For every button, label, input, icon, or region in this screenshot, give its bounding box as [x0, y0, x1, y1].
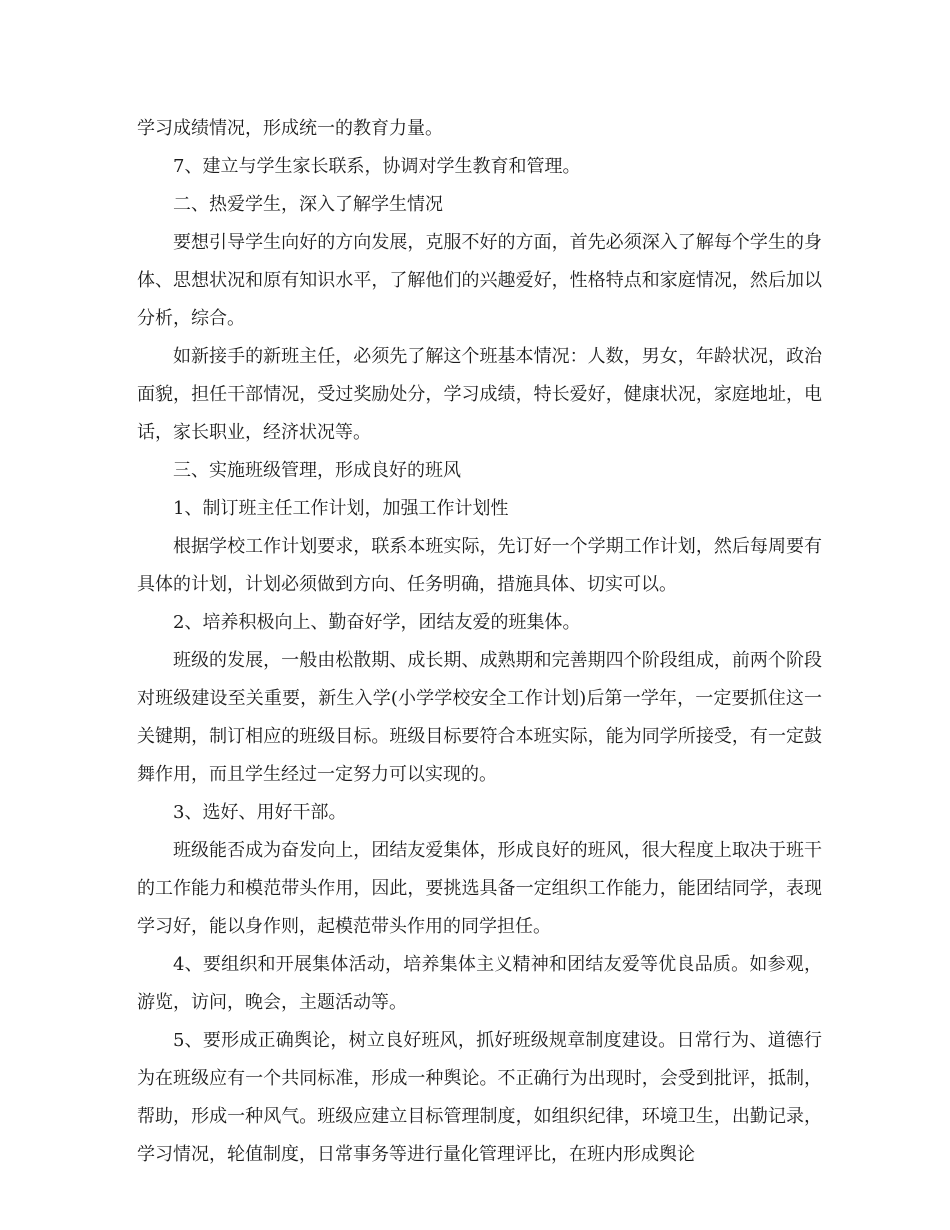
list-item-7: 7、建立与学生家长联系，协调对学生教育和管理。: [173, 156, 581, 177]
section-heading-2: 二、热爱学生，深入了解学生情况: [173, 194, 443, 215]
paragraph: 根据学校工作计划要求，联系本班实际，先订好一个学期工作计划，然后每周要有具体的计划，计划必须做到方向、任务明确，措施具体、切实可以。: [137, 536, 822, 595]
subheading-3: 3、选好、用好干部。: [173, 802, 347, 823]
paragraph: 班级的发展，一般由松散期、成长期、成熟期和完善期四个阶段组成，前两个阶段对班级建设至关重要，新生入学(小学学校安全工作计划)后第一学年，一定要抓住这一关键期，制订相应的班级目标。班级目标要符合本班实际，能为同学所接受，有一定鼓舞作用，而且学生经过一定努力可以实现的。: [137, 650, 822, 785]
paragraph: 如新接手的新班主任，必须先了解这个班基本情况：人数，男女，年龄状况，政治面貌，担任干部情况，受过奖励处分，学习成绩，特长爱好，健康状况，家庭地址，电话，家长职业，经济状况等。: [137, 346, 822, 443]
paragraph-continuation: 学习成绩情况，形成统一的教育力量。: [137, 118, 443, 139]
paragraph: 班级能否成为奋发向上，团结友爱集体，形成良好的班风，很大程度上取决于班干的工作能力和模范带头作用，因此，要挑选具备一定组织工作能力，能团结同学，表现学习好，能以身作则，起模范带头作用的同学担任。: [137, 840, 822, 937]
subheading-1: 1、制订班主任工作计划，加强工作计划性: [173, 498, 509, 519]
subheading-5: 5、要形成正确舆论，树立良好班风，抓好班级规章制度建设。日常行为、道德行为在班级应有一个共同标准，形成一种舆论。不正确行为出现时，会受到批评，抵制，帮助，形成一种风气。班级应建立目标管理制度，如组织纪律，环境卫生，出勤记录，学习情况，轮值制度，日常事务等进行量化管理评比，在班内形成舆论: [137, 1030, 822, 1165]
subheading-2: 2、培养积极向上、勤奋好学，团结友爱的班集体。: [173, 612, 581, 633]
document-body: [137, 110, 822, 1174]
paragraph: 要想引导学生向好的方向发展，克服不好的方面，首先必须深入了解每个学生的身体、思想状况和原有知识水平，了解他们的兴趣爱好，性格特点和家庭情况，然后加以分析，综合。: [137, 232, 822, 329]
subheading-4: 4、要组织和开展集体活动，培养集体主义精神和团结友爱等优良品质。如参观，游览，访问，晚会，主题活动等。: [137, 954, 822, 1013]
section-heading-3: 三、实施班级管理，形成良好的班风: [173, 460, 461, 481]
